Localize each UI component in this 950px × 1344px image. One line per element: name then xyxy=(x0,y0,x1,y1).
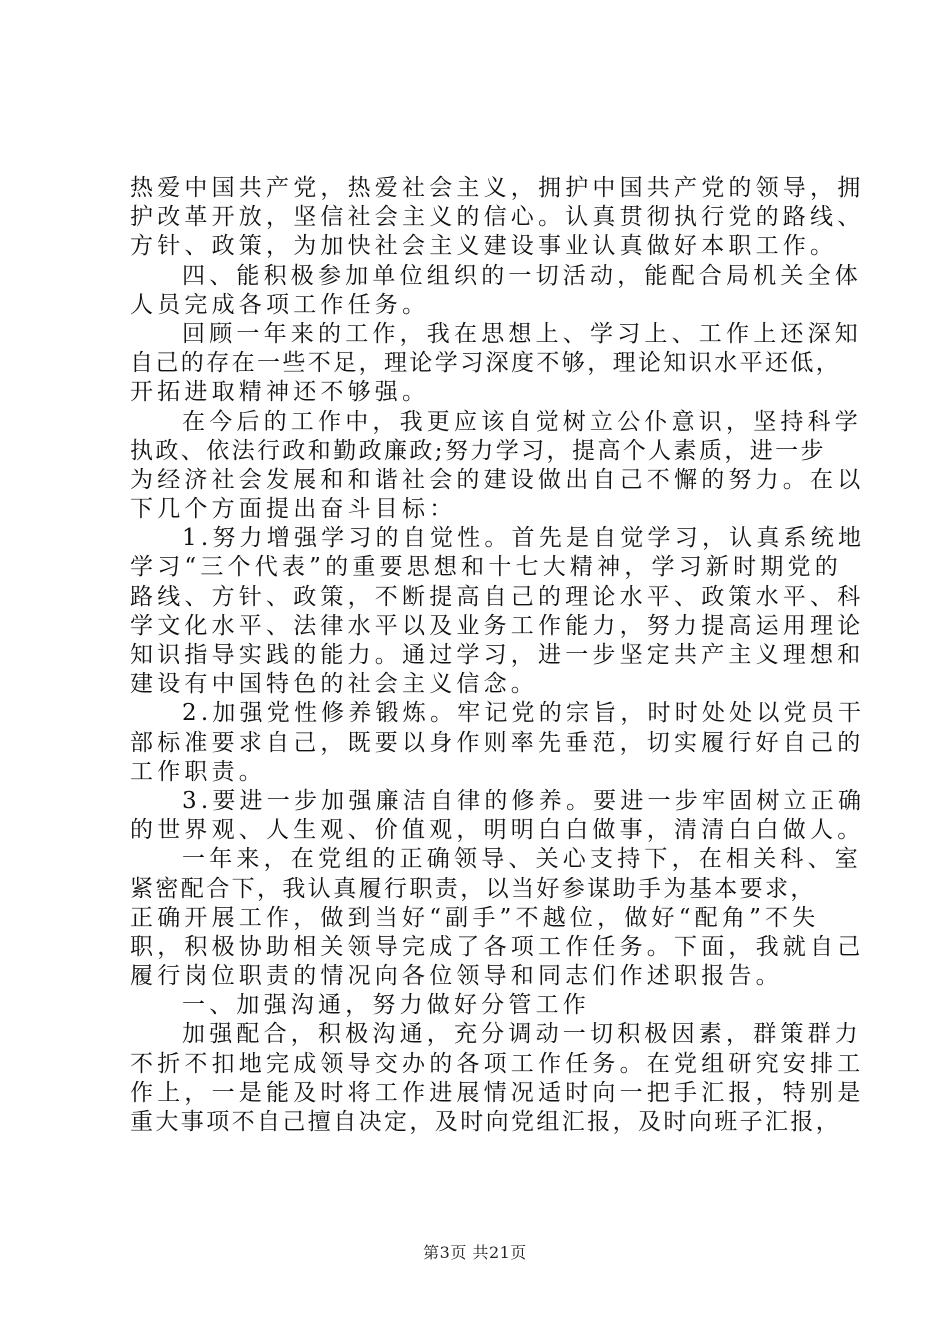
text-line: 开拓进取精神还不够强。 xyxy=(130,379,430,406)
text-line: 人员完成各项工作任务。 xyxy=(130,291,430,318)
text-line: 四、能积极参加单位组织的一切活动，能配合局机关全体 xyxy=(182,262,862,289)
text-line: 一年来，在党组的正确领导、关心支持下，在相关科、室 xyxy=(182,846,862,873)
text-line: 在今后的工作中，我更应该自觉树立公仆意识，坚持科学 xyxy=(182,408,862,435)
text-line: 知识指导实践的能力。通过学习，进一步坚定共产主义理想和 xyxy=(130,642,865,668)
text-line: 加强配合，积极沟通，充分调动一切积极因素，群策群力 xyxy=(182,1021,862,1048)
text-line: 回顾一年来的工作，我在思想上、学习上、工作上还深知 xyxy=(182,320,862,347)
text-line: 执政、依法行政和勤政廉政;努力学习，提高个人素质，进一步 xyxy=(130,437,826,464)
text-line: 部标准要求自己，既要以身作则率先垂范，切实履行好自己的 xyxy=(130,729,865,756)
text-line: 作上，一是能及时将工作进展情况适时向一把手汇报，特别是 xyxy=(130,1079,865,1106)
text-line: 路线、方针、政策，不断提高自己的理论水平、政策水平、科 xyxy=(130,583,865,610)
text-line: 下几个方面提出奋斗目标： xyxy=(130,496,457,523)
text-line: 正确开展工作，做到当好“副手”不越位，做好“配角”不失 xyxy=(130,904,820,931)
text-line: 学习“三个代表”的重要思想和十七大精神，学习新时期党的 xyxy=(130,554,842,581)
text-line: 紧密配合下，我认真履行职责，以当好参谋助手为基本要求， xyxy=(130,875,816,902)
text-line: 为经济社会发展和和谐社会的建设做出自己不懈的努力。在以 xyxy=(130,466,865,493)
text-line: 学文化水平、法律水平以及业务工作能力，努力提高运用理论 xyxy=(130,612,865,639)
text-line: 一、加强沟通，努力做好分管工作 xyxy=(182,992,590,1019)
text-line: 不折不扣地完成领导交办的各项工作任务。在党组研究安排工 xyxy=(130,1050,865,1077)
text-line: 履行岗位职责的情况向各位领导和同志们作述职报告。 xyxy=(130,963,783,990)
text-line: 的世界观、人生观、价值观，明明白白做事，清清白白做人。 xyxy=(130,817,865,844)
text-line: 3.要进一步加强廉洁自律的修养。要进一步牢固树立正确 xyxy=(182,787,866,814)
text-line: 自己的存在一些不足，理论学习深度不够，理论知识水平还低， xyxy=(130,350,842,377)
document-body xyxy=(130,174,866,1137)
text-line: 方针、政策，为加快社会主义建设事业认真做好本职工作。 xyxy=(130,233,838,260)
text-line: 重大事项不自己擅自决定，及时向党组汇报，及时向班子汇报， xyxy=(130,1109,842,1135)
text-line: 建设有中国特色的社会主义信念。 xyxy=(130,671,538,698)
text-line: 工作职责。 xyxy=(130,758,266,785)
text-line: 1.努力增强学习的自觉性。首先是自觉学习，认真系统地 xyxy=(182,525,866,552)
text-line: 热爱中国共产党，热爱社会主义，拥护中国共产党的领导，拥 xyxy=(130,175,865,201)
page-footer: 第3页 共21页 xyxy=(423,1243,527,1262)
text-line: 职，积极协助相关领导完成了各项工作任务。下面，我就自己 xyxy=(130,933,865,960)
text-line: 护改革开放，坚信社会主义的信心。认真贯彻执行党的路线、 xyxy=(130,204,865,231)
text-line: 2.加强党性修养锻炼。牢记党的宗旨，时时处处以党员干 xyxy=(182,700,866,727)
